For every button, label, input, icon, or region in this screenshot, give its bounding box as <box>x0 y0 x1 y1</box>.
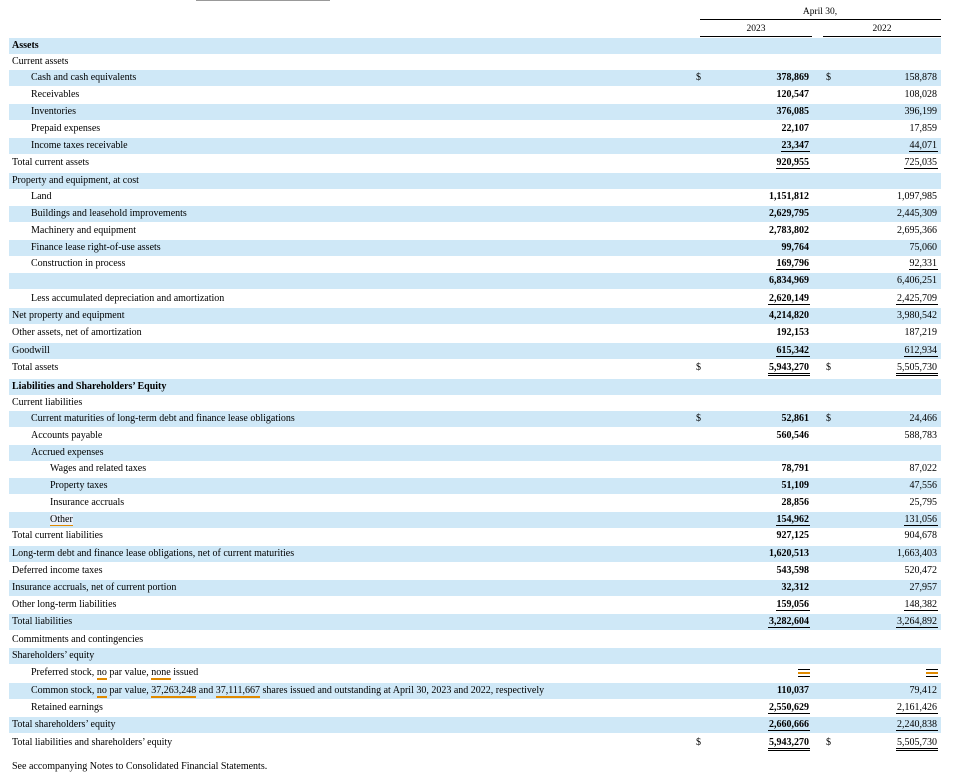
table-row <box>9 735 941 751</box>
table-row <box>9 308 941 324</box>
value-2022: 44,071 <box>909 140 937 151</box>
header-2022-rule <box>823 36 941 37</box>
row-label-total-liabilities: Total liabilities <box>12 616 73 627</box>
row-label-total-assets: Total assets <box>12 362 59 373</box>
table-row <box>9 717 941 733</box>
table-row <box>9 138 941 154</box>
value-2023: 5,943,270 <box>768 737 810 751</box>
highlighted-term: no <box>96 667 107 678</box>
row-label-retained-earnings: Retained earnings <box>31 702 103 713</box>
value-2023: 23,347 <box>781 140 809 151</box>
value-2022: 17,859 <box>909 123 937 134</box>
value-2023: 99,764 <box>781 242 809 253</box>
value-2022: 187,219 <box>904 327 937 338</box>
value-2022: 2,161,426 <box>897 702 937 713</box>
value-2023: 22,107 <box>781 123 809 134</box>
highlighted-term: 37,263,248 <box>151 685 197 696</box>
value-2022: 24,466 <box>909 413 937 424</box>
value-2023: 51,109 <box>781 480 809 491</box>
header-period-rule <box>700 19 941 20</box>
value-2023: 159,056 <box>776 599 809 610</box>
table-row <box>9 512 941 528</box>
value-2022: 27,957 <box>909 582 937 593</box>
row-label-current-assets: Current assets <box>12 56 69 67</box>
value-2023: 1,151,812 <box>769 191 809 202</box>
row-label-accounts-payable: Accounts payable <box>31 430 103 441</box>
row-label-finance-lease-right-of-use-assets: Finance lease right-of-use assets <box>31 242 161 253</box>
value-2022: 612,934 <box>904 345 937 356</box>
table-row <box>9 563 941 579</box>
row-label-wages-and-related-taxes: Wages and related taxes <box>50 463 147 474</box>
value-2022: 92,331 <box>909 258 937 269</box>
table-row <box>9 461 941 477</box>
value-2022: 396,199 <box>904 106 937 117</box>
value-2022: 1,097,985 <box>897 191 937 202</box>
row-label-land: Land <box>31 191 52 202</box>
table-row <box>9 614 941 630</box>
row-label-less-accumulated-depreciation-and-amortization: Less accumulated depreciation and amortization <box>31 293 225 304</box>
table-row <box>9 478 941 494</box>
value-2023: 52,861 <box>781 413 809 424</box>
table-row <box>9 104 941 120</box>
row-label-insurance-accruals-net-of-current-portion: Insurance accruals, net of current portion <box>12 582 177 593</box>
row-label-other-assets-net-of-amortization: Other assets, net of amortization <box>12 327 142 338</box>
value-2023: 615,342 <box>776 345 809 356</box>
table-row <box>9 256 941 272</box>
header-2023-rule <box>700 36 812 37</box>
highlighted-term: 37,111,667 <box>215 685 260 696</box>
table-row <box>9 379 941 395</box>
value-2023: 2,660,666 <box>769 719 809 730</box>
value-2023: 376,085 <box>776 106 809 117</box>
value-2022: 6,406,251 <box>897 275 937 286</box>
value-2022: 2,445,309 <box>897 208 937 219</box>
table-row <box>9 155 941 171</box>
value-2022: 5,505,730 <box>896 362 938 376</box>
value-2023: 2,783,802 <box>769 225 809 236</box>
value-2023: 110,037 <box>777 685 809 696</box>
row-label-accrued-expenses: Accrued expenses <box>31 447 104 458</box>
table-row <box>9 700 941 716</box>
preferred-stock-label <box>31 667 198 678</box>
row-label-total-liabilities-and-shareholders-equity: Total liabilities and shareholders’ equity <box>12 737 173 748</box>
header-period: April 30, <box>802 7 838 17</box>
footnote: See accompanying Notes to Consolidated Financial Statements. <box>12 761 268 772</box>
label-text: par value, <box>106 667 152 678</box>
value-2023: 32,312 <box>781 582 809 593</box>
row-label-other: Other <box>50 514 73 525</box>
label-text: issued <box>170 667 199 678</box>
dollar-sign-2022: $ <box>826 413 831 424</box>
row-label-property-and-equipment-at-cost: Property and equipment, at cost <box>12 175 139 186</box>
common-stock-label <box>31 685 544 696</box>
table-row <box>9 495 941 511</box>
table-row <box>9 223 941 239</box>
row-label-net-property-and-equipment: Net property and equipment <box>12 310 125 321</box>
row-label-other-long-term-liabilities: Other long-term liabilities <box>12 599 117 610</box>
table-row <box>9 395 941 411</box>
value-2022: 725,035 <box>904 157 937 168</box>
value-2023: 28,856 <box>781 497 809 508</box>
dollar-sign-2022: $ <box>826 362 831 373</box>
value-2023: 2,620,149 <box>769 293 809 304</box>
value-2022: 3,264,892 <box>897 616 937 627</box>
row-label-current-maturities-of-long-term-debt-and-finance-lease-obligations: Current maturities of long-term debt and finance lease obligations <box>31 413 295 424</box>
value-2023: 4,214,820 <box>769 310 809 321</box>
dollar-sign-2023: $ <box>696 72 701 83</box>
row-label-liabilities-and-shareholders-equity: Liabilities and Shareholders’ Equity <box>12 381 167 392</box>
row-label-assets: Assets <box>12 40 39 51</box>
row-label-total-current-liabilities: Total current liabilities <box>12 530 103 541</box>
row-label-long-term-debt-and-finance-lease-obligations-net-of-current-maturities: Long-term debt and finance lease obligations, net of current maturities <box>12 548 295 559</box>
row-label-insurance-accruals: Insurance accruals <box>50 497 125 508</box>
table-row <box>9 360 941 376</box>
row-label-goodwill: Goodwill <box>12 345 50 356</box>
nil-dash-2022 <box>926 667 938 677</box>
table-row <box>9 343 941 359</box>
value-2023: 154,962 <box>776 514 809 525</box>
table-row <box>9 273 941 289</box>
row-label-prepaid-expenses: Prepaid expenses <box>31 123 101 134</box>
value-2023: 169,796 <box>776 258 809 269</box>
row-label-deferred-income-taxes: Deferred income taxes <box>12 565 103 576</box>
dollar-sign-2023: $ <box>696 362 701 373</box>
label-text: par value, <box>106 685 152 696</box>
value-2022: 2,240,838 <box>897 719 937 730</box>
value-2023: 120,547 <box>776 89 809 100</box>
value-2022: 2,695,366 <box>897 225 937 236</box>
table-row <box>9 665 941 681</box>
dollar-sign-2023: $ <box>696 413 701 424</box>
row-label-total-current-assets: Total current assets <box>12 157 90 168</box>
value-2022: 79,412 <box>909 685 937 696</box>
value-2023: 78,791 <box>781 463 809 474</box>
row-label-current-liabilities: Current liabilities <box>12 397 83 408</box>
table-row <box>9 546 941 562</box>
highlighted-term: none <box>151 667 171 678</box>
value-2022: 47,556 <box>909 480 937 491</box>
value-2023: 378,869 <box>776 72 809 83</box>
value-2022: 3,980,542 <box>897 310 937 321</box>
table-row <box>9 428 941 444</box>
table-row <box>9 240 941 256</box>
table-row <box>9 528 941 544</box>
value-2022: 904,678 <box>904 530 937 541</box>
table-row <box>9 597 941 613</box>
table-row <box>9 173 941 189</box>
row-label-commitments-and-contingencies: Commitments and contingencies <box>12 634 144 645</box>
value-2023: 2,550,629 <box>769 702 809 713</box>
value-2022: 5,505,730 <box>896 737 938 751</box>
value-2022: 148,382 <box>904 599 937 610</box>
value-2023: 1,620,513 <box>769 548 809 559</box>
value-2022: 108,028 <box>904 89 937 100</box>
value-2022: 588,783 <box>904 430 937 441</box>
row-label-buildings-and-leasehold-improvements: Buildings and leasehold improvements <box>31 208 187 219</box>
value-2022: 520,472 <box>904 565 937 576</box>
label-text: Common stock, <box>31 685 97 696</box>
label-text: Preferred stock, <box>31 667 97 678</box>
value-2022: 2,425,709 <box>897 293 937 304</box>
top-cut-line <box>196 0 330 2</box>
value-2023: 543,598 <box>776 565 809 576</box>
row-label-construction-in-process: Construction in process <box>31 258 126 269</box>
table-row <box>9 683 941 699</box>
row-label-inventories: Inventories <box>31 106 76 117</box>
row-label-receivables: Receivables <box>31 89 80 100</box>
row-label-property-taxes: Property taxes <box>50 480 108 491</box>
value-2023: 920,955 <box>776 157 809 168</box>
dollar-sign-2023: $ <box>696 737 701 748</box>
table-row <box>9 54 941 70</box>
table-row <box>9 291 941 307</box>
value-2023: 2,629,795 <box>769 208 809 219</box>
nil-dash-2023 <box>798 667 810 677</box>
value-2022: 75,060 <box>909 242 937 253</box>
value-2023: 3,282,604 <box>769 616 809 627</box>
dollar-sign-2022: $ <box>826 72 831 83</box>
value-2023: 560,546 <box>776 430 809 441</box>
value-2023: 927,125 <box>776 530 809 541</box>
row-label-total-shareholders-equity: Total shareholders’ equity <box>12 719 116 730</box>
value-2023: 6,834,969 <box>769 275 809 286</box>
dollar-sign-2022: $ <box>826 737 831 748</box>
row-label-income-taxes-receivable: Income taxes receivable <box>31 140 128 151</box>
table-row <box>9 38 941 54</box>
row-label-shareholders-equity: Shareholders’ equity <box>12 650 95 661</box>
value-2022: 158,878 <box>904 72 937 83</box>
highlighted-term: no <box>96 685 107 696</box>
label-text: and <box>196 685 216 696</box>
table-row <box>9 325 941 341</box>
value-2023: 192,153 <box>776 327 809 338</box>
table-row <box>9 87 941 103</box>
table-row <box>9 121 941 137</box>
header-year-2023: 2023 <box>746 24 766 34</box>
table-row <box>9 580 941 596</box>
table-row <box>9 445 941 461</box>
value-2022: 131,056 <box>904 514 937 525</box>
value-2022: 87,022 <box>909 463 937 474</box>
row-label-cash-and-cash-equivalents: Cash and cash equivalents <box>31 72 137 83</box>
table-row <box>9 411 941 427</box>
value-2022: 25,795 <box>909 497 937 508</box>
table-row <box>9 632 941 648</box>
table-row <box>9 189 941 205</box>
label-text: shares issued and outstanding at April 30, 2023 and 2022, respectively <box>260 685 545 696</box>
table-row <box>9 648 941 664</box>
table-row <box>9 206 941 222</box>
header-year-2022: 2022 <box>872 24 892 34</box>
row-label-machinery-and-equipment: Machinery and equipment <box>31 225 136 236</box>
table-row <box>9 70 941 86</box>
value-2022: 1,663,403 <box>897 548 937 559</box>
value-2023: 5,943,270 <box>768 362 810 376</box>
